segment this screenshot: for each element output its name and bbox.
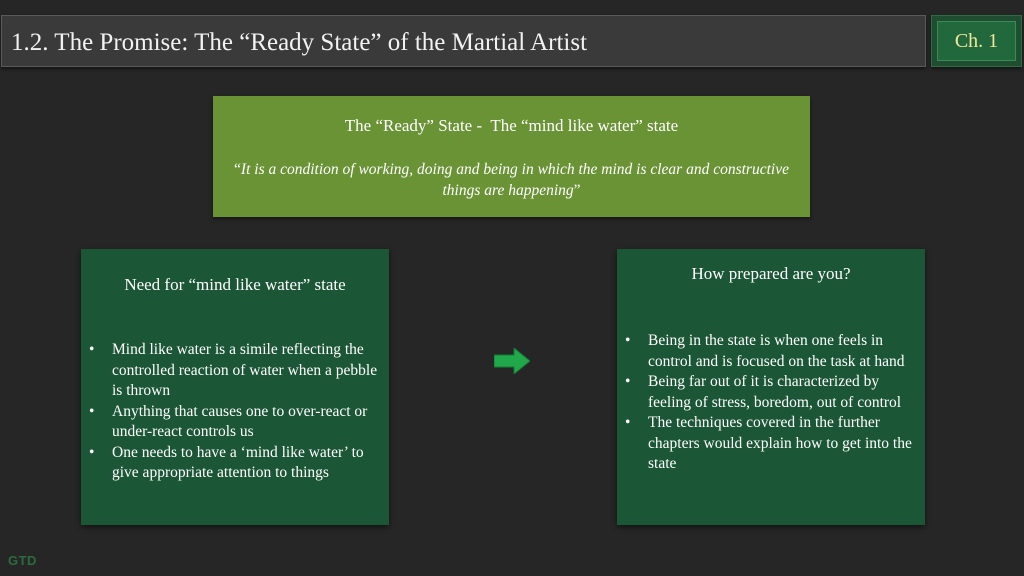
ready-state-quote-box xyxy=(213,96,810,217)
bullet-text: Being in the state is when one feels in control and is focused on the task at hand xyxy=(648,332,905,370)
chapter-badge-label: Ch. 1 xyxy=(937,21,1016,61)
bullet-icon: • xyxy=(625,414,631,431)
bullet-text: Being far out of it is characterized by feeling of stress, boredom, out of control xyxy=(648,373,902,411)
right-panel-title: How prepared are you? xyxy=(691,264,851,283)
how-prepared-panel xyxy=(617,249,925,525)
quote-body xyxy=(231,159,792,201)
bullet-icon: • xyxy=(89,341,95,358)
slide-title-bar xyxy=(1,15,926,67)
open-quote-mark: “ xyxy=(234,161,241,178)
need-for-mind-like-water-panel xyxy=(81,249,389,525)
bullet-icon: • xyxy=(625,373,631,390)
chapter-badge xyxy=(931,15,1022,67)
right-arrow-icon xyxy=(494,348,530,374)
bullet-text: One needs to have a ‘mind like water’ to give appropriate attention to things xyxy=(112,443,364,481)
quote-text: It is a condition of working, doing and being in which the mind is clear and constructive things are happening xyxy=(240,161,789,199)
list-item xyxy=(625,331,919,372)
right-panel-bullet-list xyxy=(625,331,919,475)
slide-title: 1.2. The Promise: The “Ready State” of the Martial Artist xyxy=(11,29,588,56)
quote-heading: The “Ready” State - The “mind like water” state xyxy=(344,116,679,135)
list-item xyxy=(89,340,383,402)
bullet-text: The techniques covered in the further chapters would explain how to get into the state xyxy=(648,414,912,472)
bullet-text: Mind like water is a simile reflecting the controlled reaction of water when a pebble is thrown xyxy=(112,341,378,399)
list-item xyxy=(89,402,383,443)
left-panel-bullet-list xyxy=(89,340,383,484)
bullet-icon: • xyxy=(89,402,95,420)
left-panel-title: Need for “mind like water” state xyxy=(124,275,346,294)
list-item xyxy=(89,443,383,484)
list-item xyxy=(625,372,919,413)
close-quote-mark: ” xyxy=(573,182,581,199)
footer-logo: GTD xyxy=(8,553,37,568)
list-item xyxy=(625,413,919,475)
bullet-icon: • xyxy=(89,443,95,461)
bullet-text: Anything that causes one to over-react or under-react controls us xyxy=(112,402,368,440)
bullet-icon: • xyxy=(625,332,631,349)
